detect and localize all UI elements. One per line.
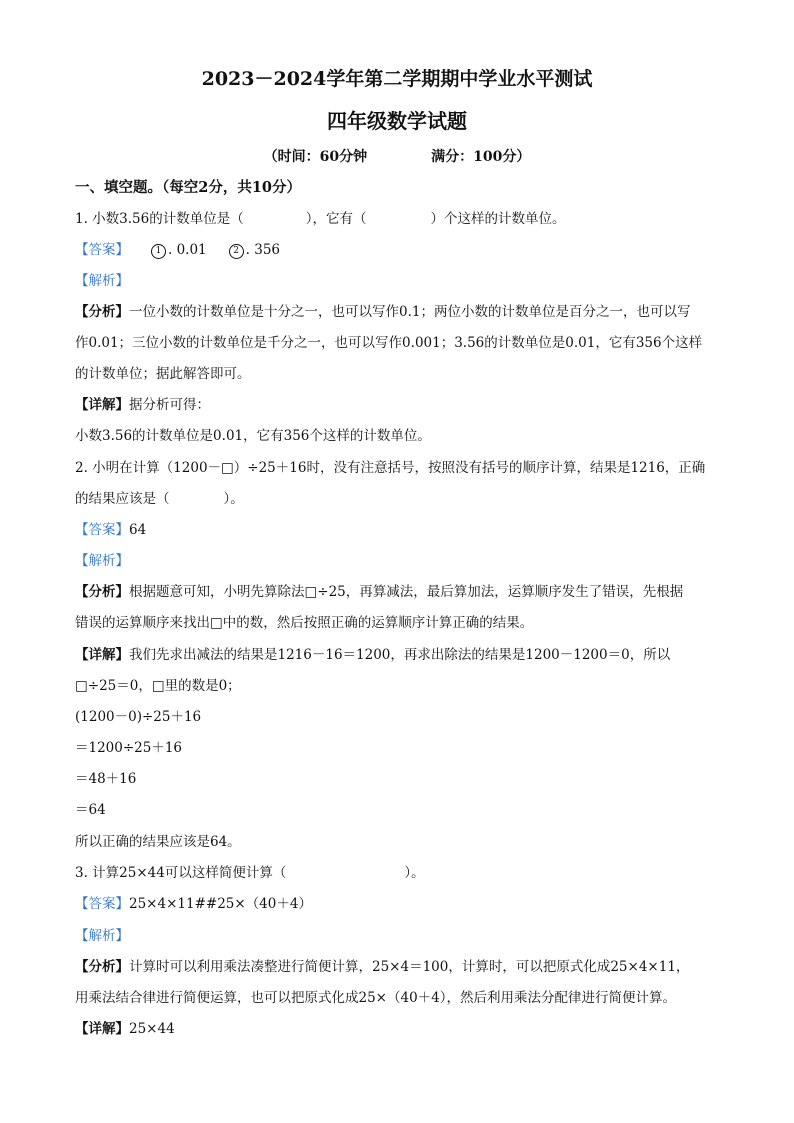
q2-fenxi-text-1: 根据题意可知，小明先算除法□÷25，再算减法，最后算加法，运算顺序发生了错误，先根据 <box>129 584 684 600</box>
question-2-stem-line-2 <box>75 489 725 509</box>
analysis-label: 【解析】 <box>75 273 129 289</box>
exam-subtitle: 四年级数学试题 <box>327 109 467 133</box>
question-1-answer <box>75 240 725 260</box>
fenxi-label: 【分析】 <box>75 304 129 320</box>
question-2-answer <box>75 520 725 540</box>
q1-fenxi-line-2: 作0.01；三位小数的计数单位是千分之一，也可以写作0.001；3.56的计数单位是0.01，它有356个这样 <box>75 335 703 351</box>
question-3-analysis-label <box>75 926 725 946</box>
q3-xiangjie-text: 25×44 <box>129 1021 175 1037</box>
answer-label: 【答案】 <box>75 522 129 538</box>
q2-xiangjie-line-2: □÷25＝0，□里的数是0； <box>75 678 241 694</box>
q1-stem-part-b: ），它有（ <box>305 211 367 227</box>
xiangjie-label: 【详解】 <box>75 647 129 663</box>
exam-time: （时间：60分钟 <box>263 149 368 165</box>
q3-stem-part-b: ）。 <box>404 865 425 881</box>
q3-answer: 25×4×11##25×（40＋4） <box>129 896 312 912</box>
q1-fenxi-line-3: 的计数单位；据此解答即可。 <box>75 366 251 382</box>
xiangjie-label: 【详解】 <box>75 1021 129 1037</box>
answer-label: 【答案】 <box>75 896 129 912</box>
q1-stem-part-c: ）个这样的计数单位。 <box>430 211 566 227</box>
question-3-stem <box>75 863 725 883</box>
exam-info <box>0 146 794 166</box>
question-2-analysis-label <box>75 551 725 571</box>
fenxi-label: 【分析】 <box>75 959 129 975</box>
q2-xiangjie-line-1 <box>75 645 725 665</box>
q1-xiangjie-line <box>75 395 725 415</box>
question-2-stem-line-1: 2. 小明在计算（1200－□）÷25＋16时，没有注意括号，按照没有括号的顺序计算，结果是1216，正确 <box>75 460 706 476</box>
question-1-stem <box>75 209 725 229</box>
q3-xiangjie-line <box>75 1019 725 1039</box>
q2-conclusion-line: 所以正确的结果应该是64。 <box>75 834 241 850</box>
fenxi-label: 【分析】 <box>75 584 129 600</box>
analysis-label: 【解析】 <box>75 928 129 944</box>
section-heading: 一、填空题。（每空2分，共10分） <box>75 179 302 196</box>
q3-stem-part-a: 3. 计算25×44可以这样简便计算（ <box>75 865 287 881</box>
q3-fenxi-line-2: 用乘法结合律进行简便运算，也可以把原式化成25×（40＋4），然后利用乘法分配律进行简便计算。 <box>75 990 677 1006</box>
q2-stem-part-a: 的结果应该是（ <box>75 491 170 507</box>
q2-answer: 64 <box>129 522 147 538</box>
q1-stem-part-a: 1. 小数3.56的计数单位是（ <box>75 211 244 227</box>
q1-fenxi-line-1 <box>75 302 725 322</box>
q2-fenxi-line-1 <box>75 582 725 602</box>
exam-title: 2023－2024学年第二学期期中学业水平测试 <box>201 68 593 90</box>
q3-fenxi-text-1: 计算时可以利用乘法凑整进行简便计算，25×4＝100，计算时，可以把原式化成25×4×11， <box>129 959 690 975</box>
q3-fenxi-line-1 <box>75 957 725 977</box>
q2-stem-part-b: ）。 <box>223 491 244 507</box>
q1-fenxi-text-1: 一位小数的计数单位是十分之一，也可以写作0.1；两位小数的计数单位是百分之一，也可以写 <box>129 304 691 320</box>
q1-answer-2: . 356 <box>245 242 281 258</box>
q1-xiangjie-text: 据分析可得： <box>129 397 210 413</box>
q1-detail-line: 小数3.56的计数单位是0.01，它有356个这样的计数单位。 <box>75 428 431 444</box>
q2-fenxi-line-2: 错误的运算顺序来找出□中的数，然后按照正确的运算顺序计算正确的结果。 <box>75 615 534 631</box>
analysis-label: 【解析】 <box>75 553 129 569</box>
q2-calc-line-1: (1200－0)÷25＋16 <box>75 709 202 725</box>
q2-calc-line-3: ＝48＋16 <box>75 771 137 787</box>
circled-number-icon: 1 <box>151 244 166 259</box>
q2-xiangjie-text-1: 我们先求出减法的结果是1216－16＝1200，再求出除法的结果是1200－1200＝0，所以 <box>129 647 671 663</box>
circled-number-icon: 2 <box>229 244 244 259</box>
q2-calc-line-2: ＝1200÷25＋16 <box>75 740 183 756</box>
answer-label: 【答案】 <box>75 242 129 258</box>
question-3-answer <box>75 894 725 914</box>
q2-calc-line-4: ＝64 <box>75 802 106 818</box>
exam-score: 满分：100分） <box>431 149 531 165</box>
xiangjie-label: 【详解】 <box>75 397 129 413</box>
question-1-analysis-label <box>75 271 725 291</box>
q1-answer-1: . 0.01 <box>168 242 207 258</box>
